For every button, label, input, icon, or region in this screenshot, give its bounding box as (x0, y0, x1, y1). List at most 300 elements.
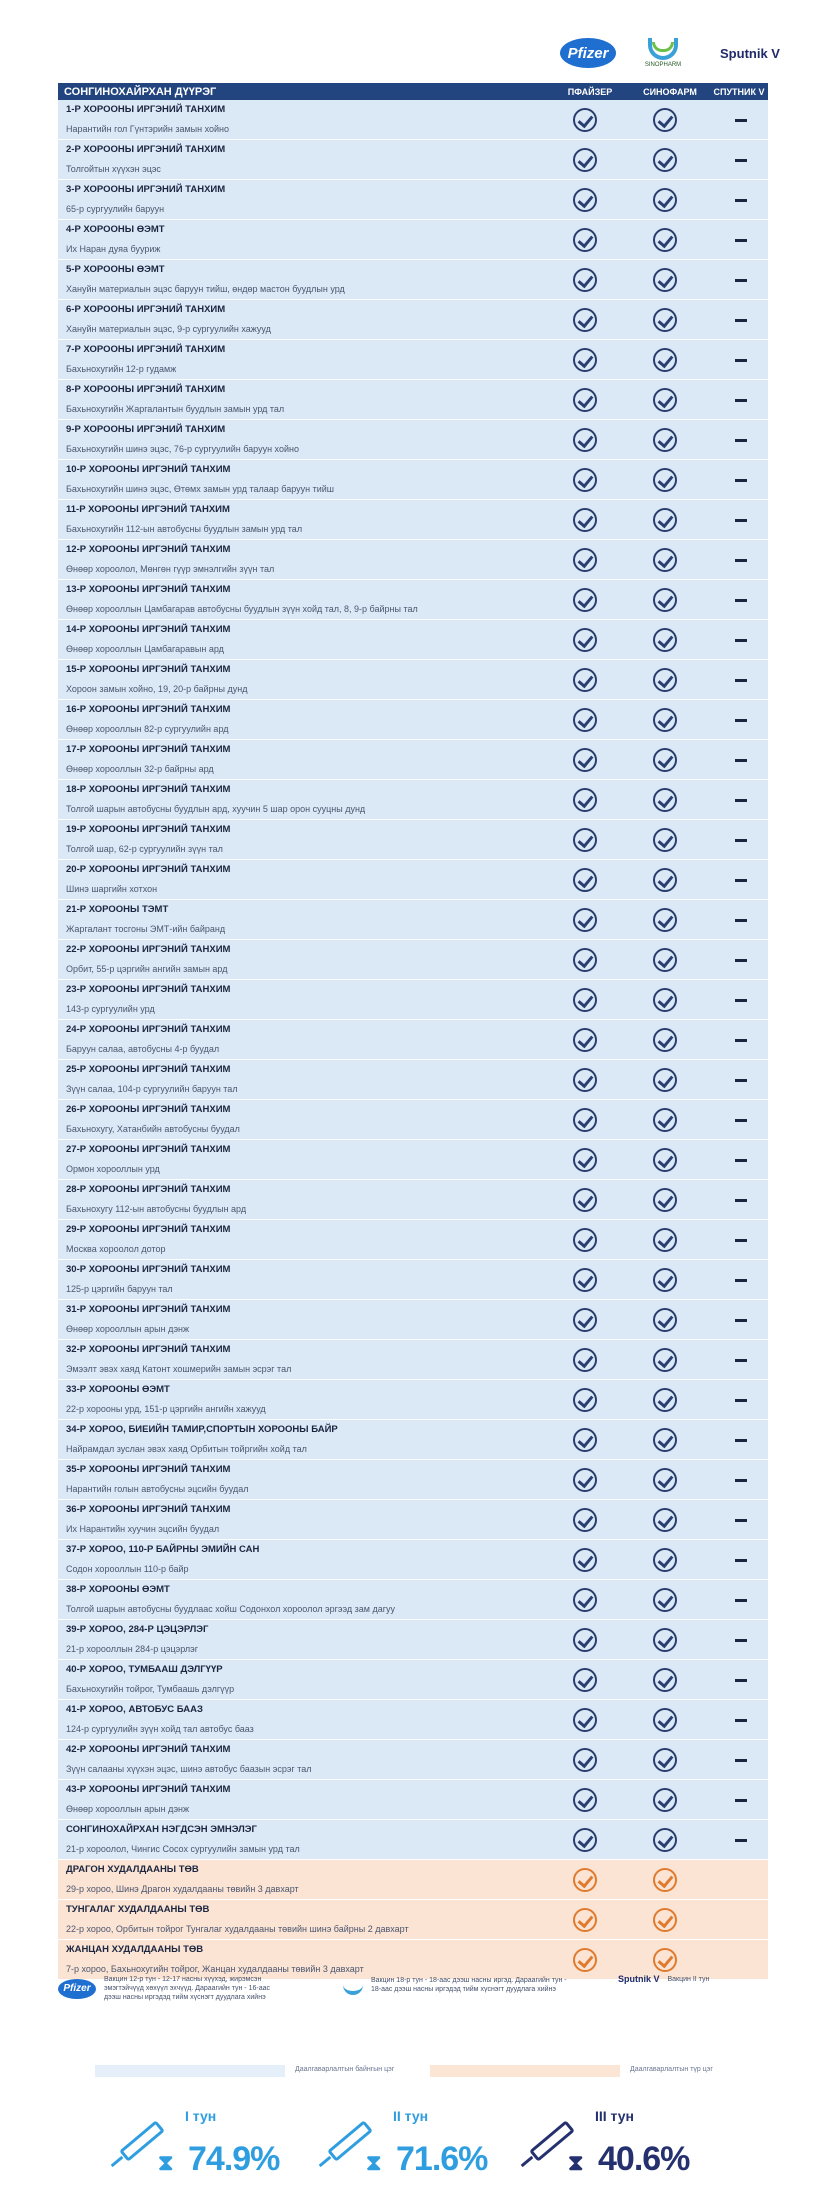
pfizer-available (573, 948, 597, 972)
table-row (58, 1580, 768, 1620)
sputnik-note-text: Вакцин II тун (667, 1976, 710, 1983)
sinopharm-available (653, 668, 677, 692)
location-address: Ормон хорооллын урд (66, 1164, 160, 1174)
location-name: 5-Р ХОРООНЫ ӨЭМТ (66, 264, 165, 275)
table-row (58, 140, 768, 180)
pfizer-available (573, 788, 597, 812)
location-table (58, 100, 768, 1980)
sputnik-unavailable (730, 708, 754, 732)
pfizer-available (573, 1108, 597, 1132)
sinopharm-available (653, 1588, 677, 1612)
location-name: 39-Р ХОРОО, 284-Р ЦЭЦЭРЛЭГ (66, 1624, 209, 1635)
location-name: 2-Р ХОРООНЫ ИРГЭНИЙ ТАНХИМ (66, 144, 226, 155)
sputnik-unavailable (730, 1068, 754, 1092)
sputnik-unavailable (730, 1188, 754, 1212)
sputnik-mini-logo: Sputnik V (618, 1974, 660, 1984)
pfizer-logo: Pfizer (560, 38, 616, 68)
sinopharm-available (653, 1188, 677, 1212)
sputnik-unavailable (730, 1148, 754, 1172)
dash-icon (735, 879, 747, 882)
sinopharm-available (653, 1708, 677, 1732)
location-address: 65-р сургуулийн баруун (66, 204, 165, 214)
sinopharm-available (653, 1548, 677, 1572)
check-icon (573, 1108, 597, 1132)
table-row (58, 820, 768, 860)
pfizer-available (573, 1428, 597, 1452)
column-pfizer: ПФАЙЗЕР (567, 86, 613, 97)
sinopharm-available (653, 548, 677, 572)
sputnik-unavailable (730, 1668, 754, 1692)
pfizer-available (573, 628, 597, 652)
location-name: 16-Р ХОРООНЫ ИРГЭНИЙ ТАНХИМ (66, 704, 231, 715)
location-name: 23-Р ХОРООНЫ ИРГЭНИЙ ТАНХИМ (66, 984, 231, 995)
sputnik-unavailable (730, 1428, 754, 1452)
location-name: 3-Р ХОРООНЫ ИРГЭНИЙ ТАНХИМ (66, 184, 226, 195)
sputnik-unavailable (730, 308, 754, 332)
pfizer-available (573, 348, 597, 372)
location-name: ДРАГОН ХУДАЛДААНЫ ТӨВ (66, 1864, 199, 1875)
location-name: 29-Р ХОРООНЫ ИРГЭНИЙ ТАНХИМ (66, 1224, 231, 1235)
location-name: 1-Р ХОРООНЫ ИРГЭНИЙ ТАНХИМ (66, 104, 226, 115)
table-header (58, 83, 768, 100)
pfizer-available (573, 668, 597, 692)
sinopharm-logo-text: SINOPHARM (644, 62, 682, 68)
dash-icon (735, 1559, 747, 1562)
district-title: СОНГИНОХАЙРХАН ДҮҮРЭГ (64, 85, 217, 98)
dash-icon (735, 1119, 747, 1122)
dash-icon (735, 679, 747, 682)
dash-icon (735, 1639, 747, 1642)
location-address: Өнөөр хорооллын арын дэнж (66, 1804, 190, 1814)
pfizer-available (573, 1548, 597, 1572)
sinopharm-mini-logo-icon (343, 1975, 363, 1995)
check-icon (653, 828, 677, 852)
check-icon (573, 908, 597, 932)
hourglass-icon: ⧗ (568, 2150, 584, 2175)
pfizer-available (573, 548, 597, 572)
check-icon (573, 1308, 597, 1332)
check-icon (653, 548, 677, 572)
pfizer-available (573, 1868, 597, 1892)
sputnik-unavailable (730, 908, 754, 932)
sputnik-unavailable (730, 1588, 754, 1612)
check-icon (653, 1908, 677, 1932)
pfizer-available (573, 1908, 597, 1932)
location-address: Бахьнохугийн шинэ эцэс, Өтөмх замын урд талаар баруун тийш (66, 484, 334, 494)
pfizer-available (573, 1348, 597, 1372)
pfizer-available (573, 108, 597, 132)
sputnik-unavailable (730, 1708, 754, 1732)
dash-icon (735, 999, 747, 1002)
dash-icon (735, 359, 747, 362)
check-icon (573, 788, 597, 812)
location-address: Бахьнохугу 112-ын автобусны буудлын ард (66, 1204, 247, 1214)
check-icon (653, 1748, 677, 1772)
sputnik-unavailable (730, 1788, 754, 1812)
sinopharm-available (653, 708, 677, 732)
table-row (58, 500, 768, 540)
check-icon (573, 1628, 597, 1652)
check-icon (653, 948, 677, 972)
pfizer-available (573, 468, 597, 492)
sinopharm-available (653, 1748, 677, 1772)
dose-percent: 71.6% (396, 2140, 488, 2178)
sinopharm-available (653, 1348, 677, 1372)
location-address: Өнөөр хорооллын Цамбагарав автобусны буудлын зүүн хойд тал, 8, 9-р байрны тал (66, 604, 418, 614)
location-name: 12-Р ХОРООНЫ ИРГЭНИЙ ТАНХИМ (66, 544, 231, 555)
vaccine-logos (0, 30, 825, 80)
sputnik-unavailable (730, 828, 754, 852)
dash-icon (735, 279, 747, 282)
location-address: Жаргалант тосгоны ЭМТ-ийн байранд (66, 924, 226, 934)
sinopharm-available (653, 308, 677, 332)
legend-peach-label: Даалгаварлалтын түр цэг (630, 2066, 713, 2073)
sinopharm-available (653, 588, 677, 612)
sputnik-unavailable (730, 348, 754, 372)
check-icon (573, 1188, 597, 1212)
location-address: Бахьнохугийн тойрог, Тумбаашь дэлгүүр (66, 1684, 235, 1694)
location-name: 6-Р ХОРООНЫ ИРГЭНИЙ ТАНХИМ (66, 304, 226, 315)
dash-icon (735, 1599, 747, 1602)
sputnik-unavailable (730, 1028, 754, 1052)
check-icon (573, 828, 597, 852)
check-icon (653, 1708, 677, 1732)
check-icon (653, 868, 677, 892)
check-icon (653, 1468, 677, 1492)
check-icon (573, 308, 597, 332)
location-name: 37-Р ХОРОО, 110-Р БАЙРНЫ ЭМИЙН САН (66, 1544, 260, 1555)
check-icon (573, 268, 597, 292)
sputnik-unavailable (730, 788, 754, 812)
location-address: Өнөөр хороолол, Мөнгөн гүүр эмнэлгийн зүүн тал (66, 564, 275, 574)
sputnik-unavailable (730, 268, 754, 292)
dash-icon (735, 839, 747, 842)
dash-icon (735, 399, 747, 402)
sinopharm-available (653, 348, 677, 372)
check-icon (653, 1588, 677, 1612)
check-icon (653, 268, 677, 292)
sinopharm-available (653, 1948, 677, 1972)
footer-notes (58, 1975, 768, 2035)
sputnik-note (618, 1975, 768, 1984)
sputnik-unavailable (730, 1108, 754, 1132)
check-icon (653, 188, 677, 212)
sinopharm-available (653, 988, 677, 1012)
table-row (58, 340, 768, 380)
location-address: 29-р хороо, Шинэ Драгон худалдааны төвийн 3 давхарт (66, 1884, 299, 1894)
check-icon (653, 1228, 677, 1252)
check-icon (653, 588, 677, 612)
check-icon (573, 1468, 597, 1492)
location-name: 17-Р ХОРООНЫ ИРГЭНИЙ ТАНХИМ (66, 744, 231, 755)
location-name: 20-Р ХОРООНЫ ИРГЭНИЙ ТАНХИМ (66, 864, 231, 875)
sputnik-unavailable (730, 948, 754, 972)
location-address: 21-р хорооллын 284-р цэцэрлэг (66, 1644, 199, 1654)
check-icon (573, 668, 597, 692)
pfizer-available (573, 1268, 597, 1292)
pfizer-available (573, 428, 597, 452)
dash-icon (735, 1039, 747, 1042)
table-row (58, 1260, 768, 1300)
legend (95, 2065, 745, 2077)
check-icon (573, 1748, 597, 1772)
dash-icon (735, 959, 747, 962)
location-address: Их Нарантийн хуучин эцсийн буудал (66, 1524, 220, 1534)
location-address: 124-р сургуулийн зүүн хойд тал автобус бааз (66, 1724, 254, 1734)
location-address: Толгойтын хүүхэн эцэс (66, 164, 161, 174)
pfizer-available (573, 1828, 597, 1852)
sinopharm-available (653, 148, 677, 172)
table-row (58, 1380, 768, 1420)
sputnik-unavailable (730, 1468, 754, 1492)
check-icon (573, 1388, 597, 1412)
pfizer-available (573, 908, 597, 932)
table-row (58, 540, 768, 580)
dash-icon (735, 719, 747, 722)
pfizer-available (573, 1708, 597, 1732)
pfizer-available (573, 868, 597, 892)
check-icon (653, 1148, 677, 1172)
table-row (58, 460, 768, 500)
table-row (58, 260, 768, 300)
dash-icon (735, 319, 747, 322)
sputnik-unavailable (730, 668, 754, 692)
location-address: Өнөөр хорооллын 32-р байрны ард (66, 764, 214, 774)
dose-3-stat (520, 2100, 720, 2190)
table-row (58, 1860, 768, 1900)
check-icon (653, 428, 677, 452)
sputnik-unavailable (730, 1828, 754, 1852)
table-row (58, 1180, 768, 1220)
location-name: 35-Р ХОРООНЫ ИРГЭНИЙ ТАНХИМ (66, 1464, 231, 1475)
sinopharm-available (653, 1268, 677, 1292)
check-icon (573, 1068, 597, 1092)
location-name: 13-Р ХОРООНЫ ИРГЭНИЙ ТАНХИМ (66, 584, 231, 595)
sputnik-unavailable (730, 1748, 754, 1772)
check-icon (573, 468, 597, 492)
sputnik-unavailable (730, 1388, 754, 1412)
dose-percent: 40.6% (598, 2140, 690, 2178)
check-icon (653, 668, 677, 692)
dash-icon (735, 1479, 747, 1482)
sputnik-unavailable (730, 228, 754, 252)
check-icon (653, 748, 677, 772)
sinopharm-available (653, 1308, 677, 1332)
location-name: 25-Р ХОРООНЫ ИРГЭНИЙ ТАНХИМ (66, 1064, 231, 1075)
table-row (58, 1100, 768, 1140)
pfizer-available (573, 1588, 597, 1612)
sputnik-unavailable (730, 468, 754, 492)
pfizer-available (573, 388, 597, 412)
location-address: Их Наран дуяа бууриж (66, 244, 161, 254)
check-icon (653, 468, 677, 492)
location-name: 40-Р ХОРОО, ТУМБААШ ДЭЛГҮҮР (66, 1664, 223, 1675)
location-name: 34-Р ХОРОО, БИЕИЙН ТАМИР,СПОРТЫН ХОРООНЫ БАЙР (66, 1424, 338, 1435)
dash-icon (735, 159, 747, 162)
location-name: 26-Р ХОРООНЫ ИРГЭНИЙ ТАНХИМ (66, 1104, 231, 1115)
sputnik-logo: Sputnik V (720, 45, 780, 61)
check-icon (573, 1908, 597, 1932)
pfizer-available (573, 1628, 597, 1652)
location-address: Бахьнохугийн шинэ эцэс, 76-р сургуулийн баруун хойно (66, 444, 299, 454)
check-icon (653, 988, 677, 1012)
pfizer-note (58, 1975, 288, 2002)
check-icon (653, 388, 677, 412)
sinopharm-available (653, 228, 677, 252)
check-icon (653, 1068, 677, 1092)
sinopharm-logo (640, 30, 686, 76)
location-name: ТУНГАЛАГ ХУДАЛДААНЫ ТӨВ (66, 1904, 210, 1915)
check-icon (573, 948, 597, 972)
pfizer-available (573, 828, 597, 852)
dash-icon (735, 1519, 747, 1522)
location-address: Содон хорооллын 110-р байр (66, 1564, 189, 1574)
table-row (58, 1500, 768, 1540)
location-address: Бахьнохугийн Жаргалантын буудлын замын урд тал (66, 404, 285, 414)
check-icon (653, 1788, 677, 1812)
location-name: 19-Р ХОРООНЫ ИРГЭНИЙ ТАНХИМ (66, 824, 231, 835)
check-icon (653, 1948, 677, 1972)
check-icon (573, 868, 597, 892)
table-row (58, 1900, 768, 1940)
pfizer-available (573, 1148, 597, 1172)
location-address: 21-р хороолол, Чингис Сосох сургуулийн замын урд тал (66, 1844, 300, 1854)
dash-icon (735, 199, 747, 202)
location-address: 125-р цэргийн баруун тал (66, 1284, 173, 1294)
check-icon (653, 108, 677, 132)
location-address: Өнөөр хорооллын арын дэнж (66, 1324, 190, 1334)
sinopharm-available (653, 1668, 677, 1692)
pfizer-available (573, 228, 597, 252)
sinopharm-available (653, 1468, 677, 1492)
location-address: Нарантийн голын автобусны эцсийн буудал (66, 1484, 249, 1494)
check-icon (653, 1548, 677, 1572)
location-address: Зүүн салаа, 104-р сургуулийн баруун тал (66, 1084, 238, 1094)
check-icon (653, 348, 677, 372)
sinopharm-available (653, 948, 677, 972)
location-name: 10-Р ХОРООНЫ ИРГЭНИЙ ТАНХИМ (66, 464, 231, 475)
location-address: Бахьнохугу, Хатанбийн автобусны буудал (66, 1124, 240, 1134)
pfizer-available (573, 1788, 597, 1812)
dash-icon (735, 759, 747, 762)
sinopharm-available (653, 1628, 677, 1652)
location-name: 41-Р ХОРОО, АВТОБУС БААЗ (66, 1704, 203, 1715)
table-row (58, 940, 768, 980)
pfizer-available (573, 508, 597, 532)
table-row (58, 1740, 768, 1780)
check-icon (653, 1868, 677, 1892)
dash-icon (735, 1759, 747, 1762)
location-name: 38-Р ХОРООНЫ ӨЭМТ (66, 1584, 170, 1595)
location-address: Бахьнохугийн 112-ын автобусны буудлын замын урд тал (66, 524, 303, 534)
pfizer-available (573, 268, 597, 292)
location-address: Орбит, 55-р цэргийн ангийн замын ард (66, 964, 228, 974)
check-icon (573, 348, 597, 372)
check-icon (573, 388, 597, 412)
sinopharm-available (653, 1028, 677, 1052)
pfizer-mini-logo: Pfizer (58, 1979, 96, 1999)
location-name: 8-Р ХОРООНЫ ИРГЭНИЙ ТАНХИМ (66, 384, 226, 395)
location-address: Толгой шарын автобусны буудлын ард, хуучин 5 шар орон сууцны дунд (66, 804, 366, 814)
sinopharm-available (653, 108, 677, 132)
check-icon (573, 1228, 597, 1252)
check-icon (573, 1948, 597, 1972)
sinopharm-available (653, 1388, 677, 1412)
sputnik-unavailable (730, 508, 754, 532)
location-name: 22-Р ХОРООНЫ ИРГЭНИЙ ТАНХИМ (66, 944, 231, 955)
sputnik-unavailable (730, 1228, 754, 1252)
location-name: 18-Р ХОРООНЫ ИРГЭНИЙ ТАНХИМ (66, 784, 231, 795)
location-address: Бахьнохугийн 12-р гудамж (66, 364, 177, 374)
check-icon (573, 508, 597, 532)
sinopharm-available (653, 908, 677, 932)
check-icon (653, 1428, 677, 1452)
sputnik-unavailable (730, 868, 754, 892)
dash-icon (735, 1199, 747, 1202)
sinopharm-available (653, 388, 677, 412)
check-icon (653, 1188, 677, 1212)
dash-icon (735, 479, 747, 482)
check-icon (573, 428, 597, 452)
location-name: 15-Р ХОРООНЫ ИРГЭНИЙ ТАНХИМ (66, 664, 231, 675)
location-address: Хануйн материалын эцэс баруун тийш, өндөр мастон буудлын урд (66, 284, 345, 294)
dose-label: III тун (595, 2108, 635, 2124)
sinopharm-available (653, 268, 677, 292)
location-name: 27-Р ХОРООНЫ ИРГЭНИЙ ТАНХИМ (66, 1144, 231, 1155)
dose-label: I тун (185, 2108, 217, 2124)
location-name: СОНГИНОХАЙРХАН НЭГДСЭН ЭМНЭЛЭГ (66, 1824, 257, 1835)
check-icon (573, 228, 597, 252)
pfizer-available (573, 1508, 597, 1532)
location-name: ЖАНЦАН ХУДАЛДААНЫ ТӨВ (66, 1944, 204, 1955)
dash-icon (735, 919, 747, 922)
table-row (58, 1820, 768, 1860)
table-row (58, 700, 768, 740)
check-icon (573, 988, 597, 1012)
dose-stats (0, 2100, 825, 2190)
sinopharm-available (653, 1068, 677, 1092)
dash-icon (735, 519, 747, 522)
pfizer-available (573, 1308, 597, 1332)
sinopharm-available (653, 868, 677, 892)
dash-icon (735, 119, 747, 122)
table-row (58, 1340, 768, 1380)
check-icon (653, 1388, 677, 1412)
column-sinopharm: СИНОФАРМ (643, 86, 697, 97)
table-row (58, 220, 768, 260)
check-icon (573, 748, 597, 772)
check-icon (573, 1508, 597, 1532)
location-name: 4-Р ХОРООНЫ ӨЭМТ (66, 224, 165, 235)
location-address: 22-р хорооны урд, 151-р цэргийн ангийн хажууд (66, 1404, 266, 1414)
sinopharm-available (653, 1228, 677, 1252)
sinopharm-available (653, 428, 677, 452)
sinopharm-available (653, 508, 677, 532)
location-address: Өнөөр хорооллын 82-р сургуулийн ард (66, 724, 229, 734)
table-row (58, 1620, 768, 1660)
pfizer-available (573, 1188, 597, 1212)
location-address: Хороон замын хойно, 19, 20-р байрны дунд (66, 684, 248, 694)
check-icon (573, 1588, 597, 1612)
check-icon (573, 588, 597, 612)
check-icon (573, 1868, 597, 1892)
table-row (58, 420, 768, 460)
location-address: Эмээлт эвэх хаяд Катонт хошмерийн замын эсрэг тал (66, 1364, 292, 1374)
location-name: 36-Р ХОРООНЫ ИРГЭНИЙ ТАНХИМ (66, 1504, 231, 1515)
table-row (58, 1020, 768, 1060)
hourglass-icon: ⧗ (366, 2150, 382, 2175)
column-sputnik: СПУТНИК V (713, 86, 765, 97)
